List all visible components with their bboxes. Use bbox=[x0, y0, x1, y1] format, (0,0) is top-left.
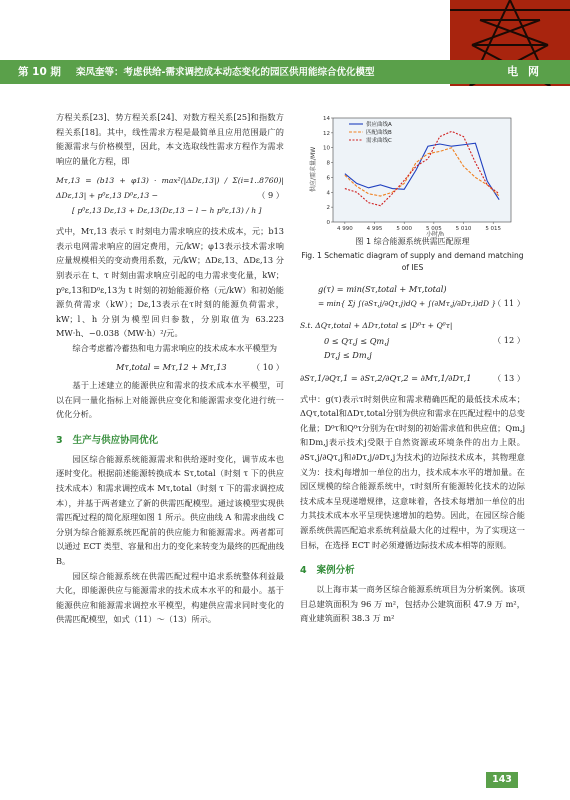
equation-11 bbox=[318, 282, 525, 311]
issue-number: 第 10 期 bbox=[18, 66, 61, 78]
x-tick-label: 5 015 bbox=[485, 226, 502, 232]
y-tick-label: 8 bbox=[326, 160, 330, 167]
x-tick-label: 5 010 bbox=[455, 226, 472, 232]
section-heading-3 bbox=[56, 432, 284, 446]
equation-line: [ p⁰ε,13 Dε,13 + Dε,13(Dε,13 − l − h p⁰ε,13) / h ] bbox=[72, 205, 262, 215]
x-tick-label: 4 990 bbox=[336, 226, 353, 232]
y-tick-label: 12 bbox=[323, 130, 330, 137]
right-column bbox=[300, 282, 525, 626]
figure-1-chart bbox=[305, 112, 525, 240]
paragraph: 式中，Mτ,13 表示 τ 时刻电力需求响应的技术成本，元；b13表示电网需求响应的固定费用，元/kW；φ13表示技术需求响应量规模相关的变动费用系数，元/kW；ΔDε,13、ΔDε,13 分别表示在 t、τ 时刻由需求响应引起的电力需求变化量，kW；p⁰ε,13和D⁰ε,13为 t 时刻的初始能源价格（元/kW）和初始能源负荷需求（kW）；Dε,13表示在τ时刻的能源负荷需求，kW；l、h 分别为模型回归参数，分别取值为 63.223 MW·h、−0.038（MW·h）²/元。 bbox=[56, 226, 284, 339]
chart-svg bbox=[305, 112, 525, 240]
paragraph: 园区综合能源系统在供需匹配过程中追求系统整体利益最大化，即能源供应与能源需求的技术成本水平的和最小。基于能源供应和能源需求调控水平模型，构建供应需求同时变化的供需匹配模型，如式（11）～（13）所示。 bbox=[56, 570, 284, 625]
legend-label: 供应曲线A bbox=[366, 122, 392, 128]
paragraph: 以上海市某一商务区综合能源系统项目为分析案例。该项目总建筑面积为 96 万 m²，包括办公建筑面积 47.9 万 m²，商业建筑面积 38.3 万 m² bbox=[300, 584, 525, 624]
paragraph: 式中：g(τ)表示τ时刻供应和需求精确匹配的最低技术成本；ΔQτ,total和ΔDτ,total分别为供应和需求在匹配过程中的总变化量；D⁰τ和Q⁰τ分别为在τ时刻的初始需求值和供应值；Qm,j和Dm,j表示技术j受限于自然资源或环境条件的出力上限。∂Sτ,j/∂Qτ,j和∂Dτ,j/∂Dτ,j为技术j的边际技术成本，其物理意义为：技术j每增加一单位的出力，技术成本水平的增加量。在园区规模的综合能源系统中，τ时刻所有能源转化技术的边际技术成本呈现递增规律，这意味着，各技术每增加一单位的出力其技术成本水平呈现快速增加的趋势。因此，在园区综合能源系统供需匹配追求系统利益最大化的过程中，为了实现这一目标，在选择 ECT 时必须遵循边际技术成本相等的原则。 bbox=[300, 393, 525, 550]
equation-10 bbox=[116, 360, 284, 375]
equation-line: ∂Sτ,1/∂Qτ,1 = ∂Sτ,2/∂Qτ,2 = ∂Mτ,1/∂Dτ,1 bbox=[300, 372, 472, 383]
equation-line: g(τ) = min(Sτ,total + Mτ,total) bbox=[318, 284, 447, 294]
equation-number: （ 12 ） bbox=[493, 335, 525, 346]
page-header bbox=[0, 0, 570, 86]
equation-12 bbox=[300, 319, 525, 363]
paragraph: 方程关系[23]、势方程关系[24]、对数方程关系[25]和指数方程关系[18]。其中，线性需求方程是最简单且应用范围最广的能源需求与价格模型，因此，本文选取线性需求方程作为需求响应的量化方程，即 bbox=[56, 112, 284, 166]
x-tick-label: 4 995 bbox=[366, 226, 383, 232]
equation-line: Mτ,13 = (b13 + φ13) · max²(|ΔDε,13|) / Σ(i=1..8760)|ΔDε,13| + p⁰ε,13 D⁰ε,13 − bbox=[56, 176, 284, 200]
equation-line: S.t. ΔQτ,total + ΔDτ,total ≤ |D⁰τ + Q⁰τ| bbox=[300, 321, 453, 331]
x-tick-label: 5 005 bbox=[425, 226, 442, 232]
y-tick-label: 0 bbox=[326, 220, 330, 226]
y-tick-label: 10 bbox=[323, 145, 330, 152]
page-number: 143 bbox=[486, 772, 518, 788]
y-tick-label: 2 bbox=[326, 205, 330, 212]
left-column bbox=[56, 110, 284, 627]
section-number: 4 bbox=[300, 565, 307, 577]
legend-label: 匹配曲线B bbox=[366, 130, 392, 136]
section-heading-4 bbox=[300, 562, 525, 576]
y-tick-label: 6 bbox=[326, 175, 330, 182]
running-title: 栾凤奎等：考虑供给-需求调控成本动态变化的园区供用能综合优化模型 bbox=[76, 67, 375, 78]
equation-line: Dτ,j ≤ Dm,j bbox=[324, 350, 372, 361]
equation-number: （ 9 ） bbox=[257, 190, 284, 201]
journal-brand: 电 网 bbox=[507, 65, 542, 78]
legend-label: 需求曲线C bbox=[366, 138, 392, 144]
equation-13 bbox=[300, 371, 525, 386]
section-title: 案例分析 bbox=[316, 565, 355, 577]
equation-line: Mτ,total = Mτ,12 + Mτ,13 bbox=[116, 361, 227, 372]
equation-9 bbox=[56, 174, 284, 218]
equation-number: （ 11 ） bbox=[493, 298, 525, 308]
y-tick-label: 14 bbox=[323, 116, 330, 122]
header-bar bbox=[0, 60, 570, 84]
y-tick-label: 4 bbox=[326, 190, 330, 197]
equation-line: = min{ Σj ∫(∂Sτ,j/∂Qτ,j)dQ + ∫(∂Mτ,j/∂Dτ,i)dD } bbox=[318, 298, 497, 308]
section-title: 生产与供应协同优化 bbox=[72, 434, 159, 446]
equation-number: （ 10 ） bbox=[252, 361, 284, 372]
equation-number: （ 13 ） bbox=[493, 372, 525, 383]
paragraph: 综合考虑蓄冷蓄热和电力需求响应的技术成本水平模型为 bbox=[72, 342, 278, 353]
paragraph: 园区综合能源系统能源需求和供给逐时变化，调节成本也逐时变化。根据前述能源转换成本 Sτ,total（时刻 τ 下的供应技术成本）和需求调控成本 Mτ,total（时刻 τ 下的需求调控成本），并基于两者建立了新的供需匹配模型。通过该模型实现供需匹配过程的简化原理如图 1 所示。供应曲线 A 和需求曲线 C 分别为综合能源系统匹配前的供应能力和能源需求。两者都可以通过 ECT 类型、容量和出力的变化来转变为最终的匹配曲线 B。 bbox=[56, 453, 284, 567]
y-axis-label: 供应/需求量/MW bbox=[310, 146, 317, 192]
figure-caption-cn: 图 1 综合能源系统供需匹配原理 bbox=[355, 237, 470, 246]
equation-line: 0 ≤ Qτ,j ≤ Qm,j bbox=[324, 335, 390, 346]
paragraph: 基于上述建立的能源供应和需求的技术成本水平模型，可以在同一量化指标上对能源供应变化和能源需求变化进行统一优化分析。 bbox=[56, 380, 284, 420]
figure-caption-en: Fig. 1 Schematic diagram of supply and demand matching of IES bbox=[301, 251, 524, 272]
x-axis-label: 小时/h bbox=[426, 231, 444, 238]
x-tick-label: 5 000 bbox=[396, 226, 413, 232]
section-number: 3 bbox=[56, 434, 63, 446]
